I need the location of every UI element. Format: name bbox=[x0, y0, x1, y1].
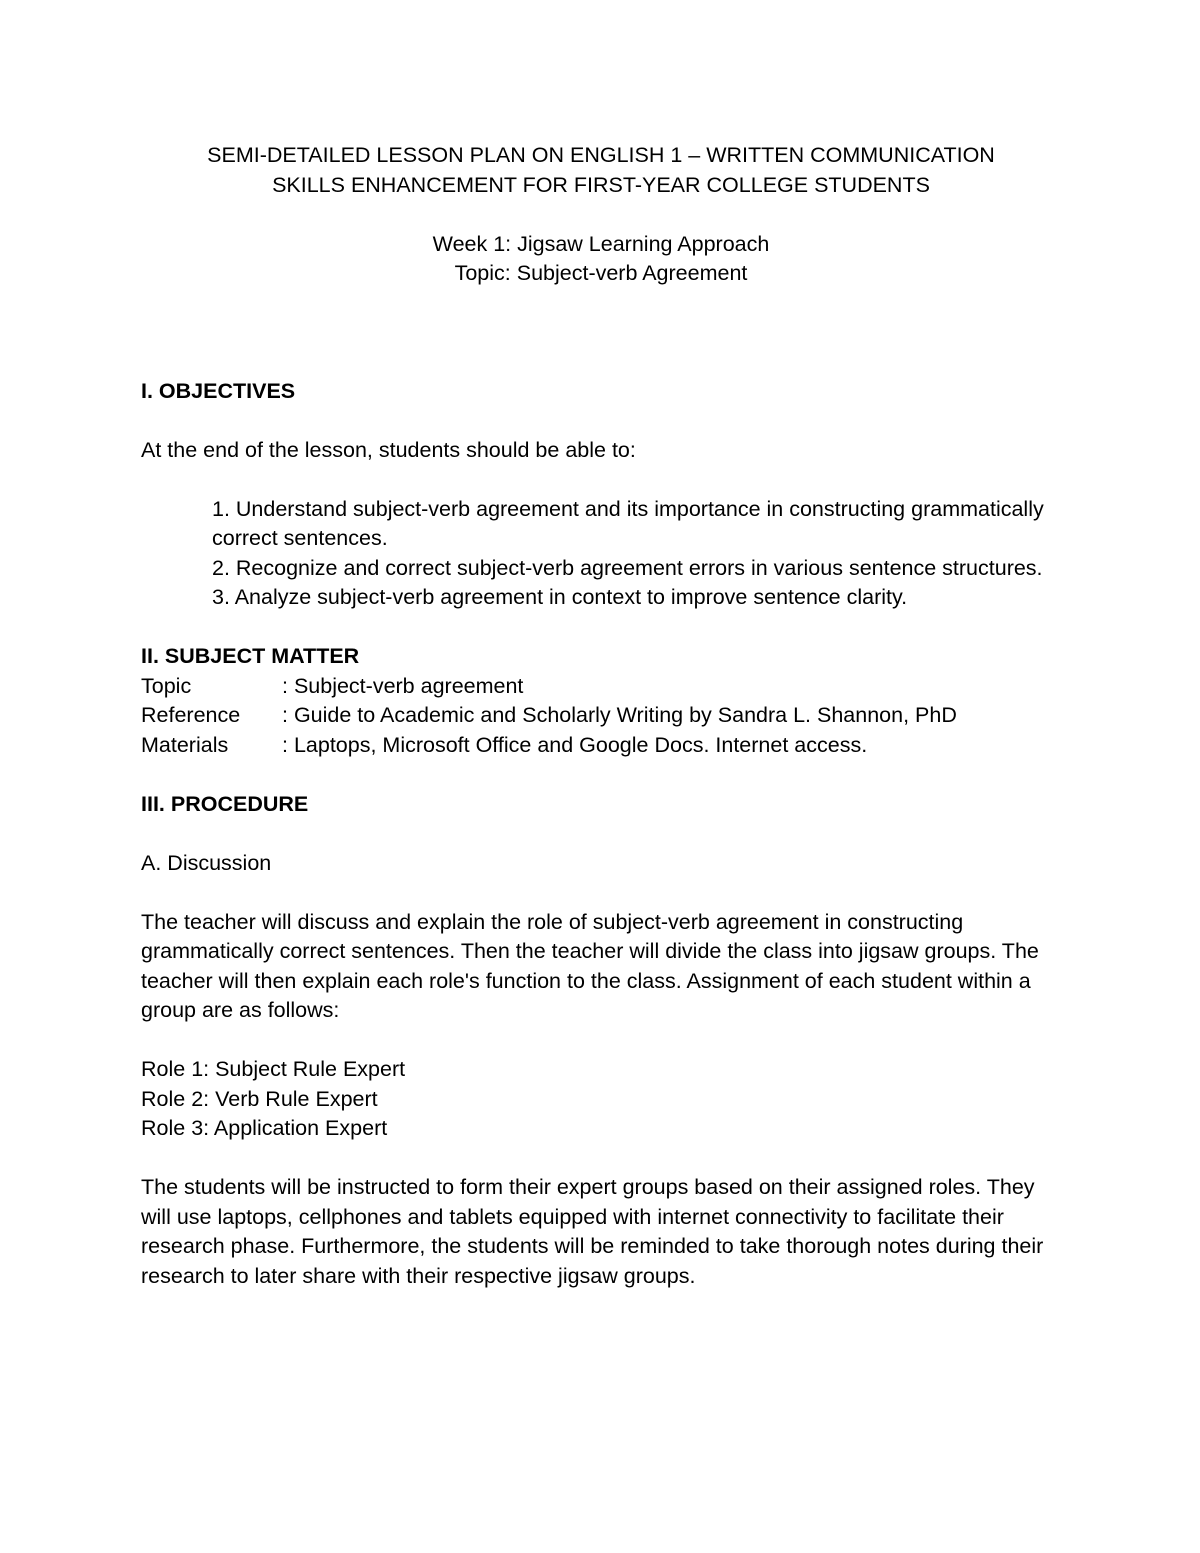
subject-matter-key: Topic bbox=[141, 673, 192, 698]
procedure-paragraph-1: The teacher will discuss and explain the role of subject-verb agreement in constructing grammatically correct sentences. Then the teacher will divide the class into jigsaw groups. The teacher will then explain each role's function to the class. Assignment of each student within a group are as follows: bbox=[141, 909, 1039, 1022]
role-item: Role 2: Verb Rule Expert bbox=[141, 1086, 378, 1111]
subject-matter-row bbox=[141, 731, 1061, 761]
role-item: Role 3: Application Expert bbox=[141, 1116, 388, 1140]
document-title-line-1: SEMI-DETAILED LESSON PLAN ON ENGLISH 1 – WRITTEN COMMUNICATION bbox=[207, 143, 995, 167]
procedure-subheading-discussion: A. Discussion bbox=[141, 850, 272, 875]
role-item: Role 1: Subject Rule Expert bbox=[141, 1057, 406, 1081]
subject-matter-value: : Subject-verb agreement bbox=[282, 673, 524, 698]
topic-line: Topic: Subject-verb Agreement bbox=[454, 261, 748, 285]
objectives-heading: I. OBJECTIVES bbox=[141, 378, 296, 403]
subject-matter-value: : Laptops, Microsoft Office and Google Docs. Internet access. bbox=[282, 732, 868, 757]
objective-item: 2. Recognize and correct subject-verb agreement errors in various sentence structures. bbox=[212, 555, 1043, 580]
document-title-line-2: SKILLS ENHANCEMENT FOR FIRST-YEAR COLLEGE STUDENTS bbox=[272, 172, 930, 197]
objectives-list bbox=[141, 495, 1061, 613]
subject-matter-row bbox=[141, 701, 1061, 731]
procedure-paragraph-2: The students will be instructed to form their expert groups based on their assigned roles. They will use laptops, cellphones and tablets equipped with internet connectivity to facilitate their research phase. Furthermore, the students will be reminded to take thorough notes during their research to later share with their respective jigsaw groups. bbox=[141, 1175, 1044, 1288]
subject-matter-value: : Guide to Academic and Scholarly Writing by Sandra L. Shannon, PhD bbox=[282, 703, 957, 727]
subject-matter-key: Materials bbox=[141, 732, 229, 757]
objectives-intro: At the end of the lesson, students should be able to: bbox=[141, 437, 636, 462]
subject-matter-row bbox=[141, 672, 1061, 702]
subject-matter-key: Reference bbox=[141, 703, 241, 727]
objective-item: 1. Understand subject-verb agreement and its importance in constructing grammatically correct sentences. bbox=[212, 496, 1044, 550]
subject-matter-heading: II. SUBJECT MATTER bbox=[141, 644, 360, 668]
procedure-heading: III. PROCEDURE bbox=[141, 791, 309, 816]
objective-item: 3. Analyze subject-verb agreement in context to improve sentence clarity. bbox=[212, 585, 908, 609]
week-line: Week 1: Jigsaw Learning Approach bbox=[432, 231, 770, 256]
document-page bbox=[141, 141, 1061, 1291]
